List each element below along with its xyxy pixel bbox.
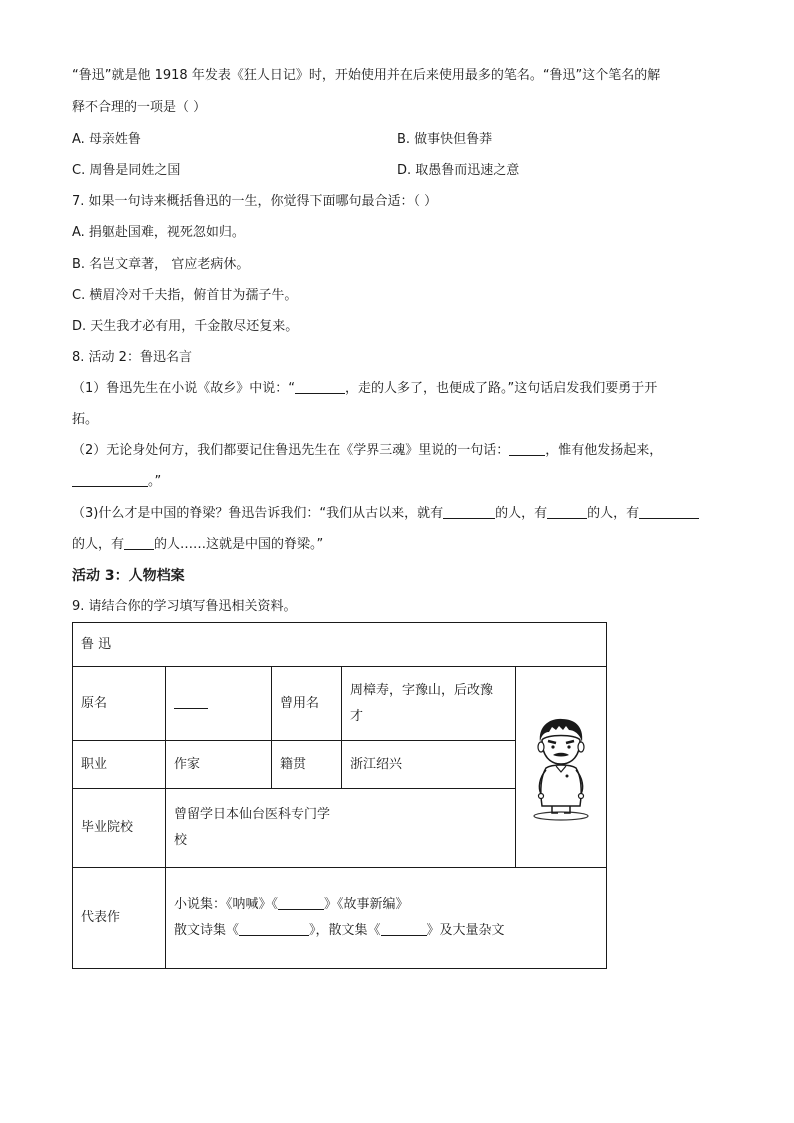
former-name-label: 曾用名: [272, 667, 342, 741]
q7-stem: 7. 如果一句诗来概括鲁迅的一生，你觉得下面哪句最合适：（ ）: [72, 194, 438, 209]
q8-part2-text-a: （2）无论身处何方，我们都要记住鲁迅先生在《学界三魂》里说的一句话：: [72, 443, 510, 458]
works-line1-text-a: 小说集：《呐喊》《: [174, 897, 279, 912]
q8-part1-text-a: （1）鲁迅先生在小说《故乡》中说：“: [72, 381, 296, 396]
works-line2-text-a: 散文诗集《: [174, 923, 240, 938]
activity3-heading: 活动 3：人物档案: [72, 568, 185, 584]
q8-part3-line1: [72, 505, 699, 523]
original-name-label: 原名: [73, 667, 166, 741]
occupation-value: 作家: [166, 741, 272, 789]
q8-part2-blank-2[interactable]: [72, 473, 148, 487]
portrait-cell: [516, 667, 607, 868]
original-name-blank[interactable]: [174, 695, 208, 709]
q8-part1-line2: 拓。: [72, 412, 99, 427]
q8-part3-blank-4[interactable]: [124, 536, 154, 550]
q7-option-b: B. 名岂文章著， 官应老病休。: [72, 257, 250, 272]
profile-table: [72, 622, 607, 969]
q6-stem-line2: 释不合理的一项是（ ）: [72, 100, 207, 115]
q8-part3-text-e: 的人……这就是中国的脊梁。”: [154, 537, 324, 552]
school-line2: 校: [174, 833, 188, 848]
q8-part2-text-b: ，惟有他发扬起来，: [545, 443, 663, 458]
q6-option-d: D. 取愚鲁而迅速之意: [397, 163, 520, 178]
q8-title: 8. 活动 2：鲁迅名言: [72, 350, 192, 365]
q8-part3-text-c: 的人，有: [587, 506, 640, 521]
q8-part3-line2: [72, 536, 323, 554]
q8-part3-blank-3[interactable]: [639, 505, 699, 519]
works-prose-poem-blank[interactable]: [239, 922, 309, 936]
q8-part2-line2: [72, 473, 161, 491]
works-line2-text-c: 》及大量杂文: [426, 923, 505, 938]
former-name-line1: 周樟寿，字豫山，后改豫: [350, 682, 494, 698]
q8-part2-text-c: 。”: [148, 474, 162, 489]
q8-part3-text-b: 的人，有: [495, 506, 548, 521]
q8-part3-text-a: （3)什么才是中国的脊梁？鲁迅告诉我们：“我们从古以来，就有: [72, 506, 444, 521]
q8-part2-blank-1[interactable]: [509, 442, 545, 456]
profile-header: 鲁 迅: [73, 623, 607, 667]
q8-part1-blank[interactable]: [295, 380, 345, 394]
works-label: 代表作: [73, 868, 166, 969]
works-line1-text-b: 》《故事新编》: [324, 897, 409, 912]
q8-part2-line1: [72, 442, 662, 460]
q7-option-a: A. 捐躯赴国难，视死忽如归。: [72, 225, 245, 240]
q6-stem-line1: “鲁迅”就是他 1918 年发表《狂人日记》时，开始使用并在后来使用最多的笔名。“鲁迅”这个笔名的解: [72, 68, 661, 83]
works-novel-blank[interactable]: [278, 896, 324, 910]
q6-option-a: A. 母亲姓鲁: [72, 132, 141, 147]
school-value: [166, 789, 516, 868]
works-value: [166, 868, 607, 969]
q7-option-c: C. 横眉冷对千夫指，俯首甘为孺子牛。: [72, 288, 298, 303]
q7-option-d: D. 天生我才必有用，千金散尽还复来。: [72, 319, 299, 334]
hometown-label: 籍贯: [272, 741, 342, 789]
q8-part3-blank-2[interactable]: [547, 505, 587, 519]
q8-part3-blank-1[interactable]: [443, 505, 495, 519]
works-line1: [174, 892, 598, 918]
works-line2: [174, 918, 598, 944]
school-line1: 曾留学日本仙台医科专门学: [174, 807, 331, 822]
q8-part1-line1: [72, 380, 657, 398]
former-name-value: [342, 667, 516, 741]
hometown-value: 浙江绍兴: [342, 741, 516, 789]
original-name-cell: [166, 667, 272, 741]
q8-part3-text-d: 的人，有: [72, 537, 125, 552]
school-label: 毕业院校: [73, 789, 166, 868]
works-essay-blank[interactable]: [381, 922, 427, 936]
works-line2-text-b: 》，散文集《: [309, 923, 381, 938]
q6-option-b: B. 做事快但鲁莽: [397, 132, 493, 147]
q6-option-c: C. 周鲁是同姓之国: [72, 163, 181, 178]
occupation-label: 职业: [73, 741, 166, 789]
q9-stem: 9. 请结合你的学习填写鲁迅相关资料。: [72, 599, 297, 614]
former-name-line2: 才: [350, 708, 364, 724]
lu-xun-cartoon-portrait: [526, 712, 596, 822]
q8-part1-text-b: ，走的人多了，也便成了路。”这句话启发我们要勇于开: [345, 381, 658, 396]
